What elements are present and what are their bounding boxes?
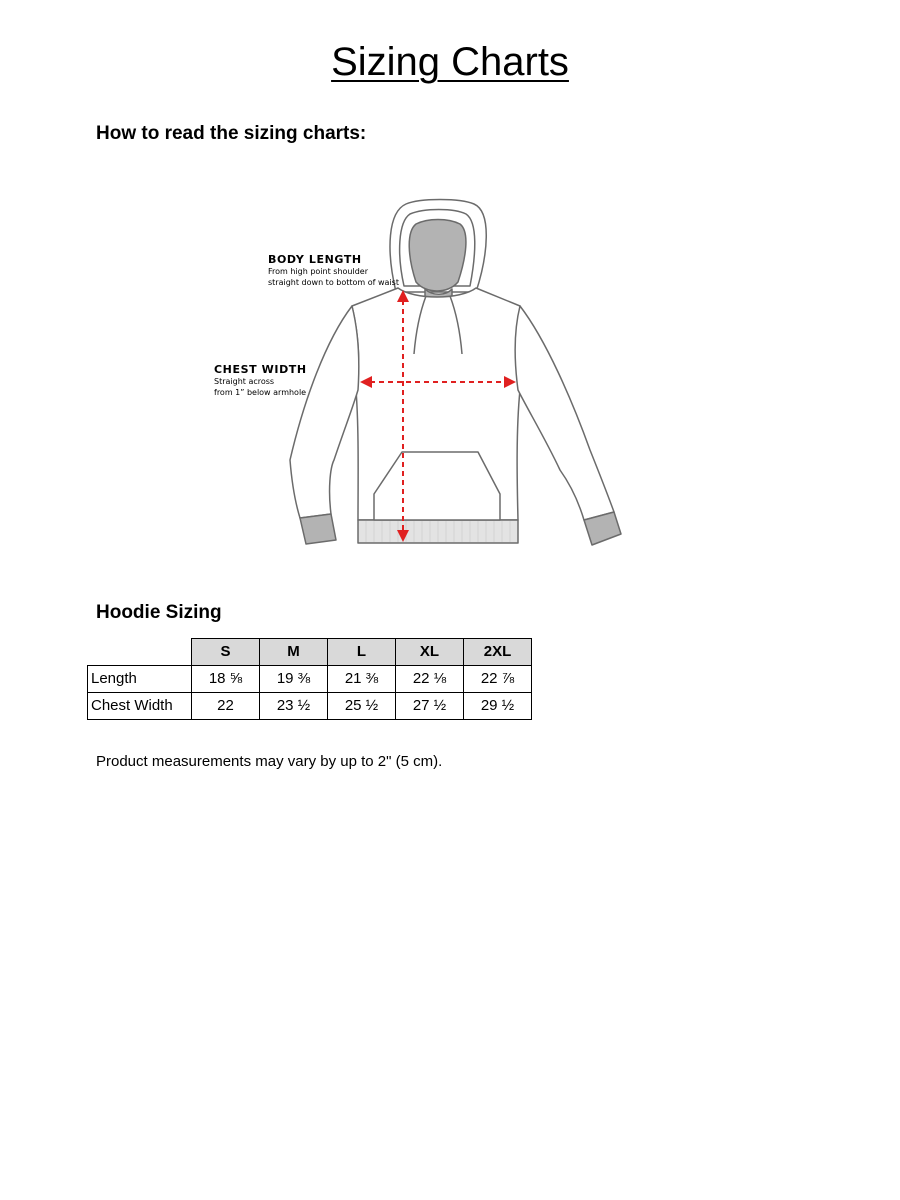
hoodie-size-table [87,638,532,720]
table-cell: 25 ½ [328,692,396,719]
table-corner [88,639,192,666]
size-header-xl: XL [396,639,464,666]
right-sleeve [515,306,614,520]
table-header-row [88,639,532,666]
table-cell: 22 ⅛ [396,665,464,692]
table-cell: 22 ⅞ [464,665,532,692]
chest-width-desc-2: from 1” below armhole [214,388,307,397]
chest-width-title: CHEST WIDTH [214,363,307,376]
table-cell: 18 ⅝ [192,665,260,692]
table-cell: 23 ½ [260,692,328,719]
left-cuff [300,514,336,544]
table-cell: 29 ½ [464,692,532,719]
row-label-length: Length [88,665,192,692]
size-header-l: L [328,639,396,666]
chest-width-desc-1: Straight across [214,377,275,386]
how-to-heading: How to read the sizing charts: [96,123,367,144]
table-cell: 27 ½ [396,692,464,719]
measurement-disclaimer: Product measurements may vary by up to 2" (5 cm). [96,753,443,770]
body-length-title: BODY LENGTH [268,253,362,266]
hood-interior [409,220,466,292]
hoodie-illustration [290,200,621,546]
table-cell: 21 ⅜ [328,665,396,692]
body-length-desc-1: From high point shoulder [268,267,369,276]
page-title: Sizing Charts [331,40,569,84]
size-header-s: S [192,639,260,666]
body-length-desc-2: straight down to bottom of waist [268,278,399,287]
row-label-chest-width: Chest Width [88,692,192,719]
table-cell: 19 ⅜ [260,665,328,692]
size-header-m: M [260,639,328,666]
table-row [88,692,532,719]
left-sleeve [290,306,359,518]
hoodie-sizing-heading: Hoodie Sizing [96,602,222,623]
table-row [88,665,532,692]
size-header-2xl: 2XL [464,639,532,666]
table-cell: 22 [192,692,260,719]
